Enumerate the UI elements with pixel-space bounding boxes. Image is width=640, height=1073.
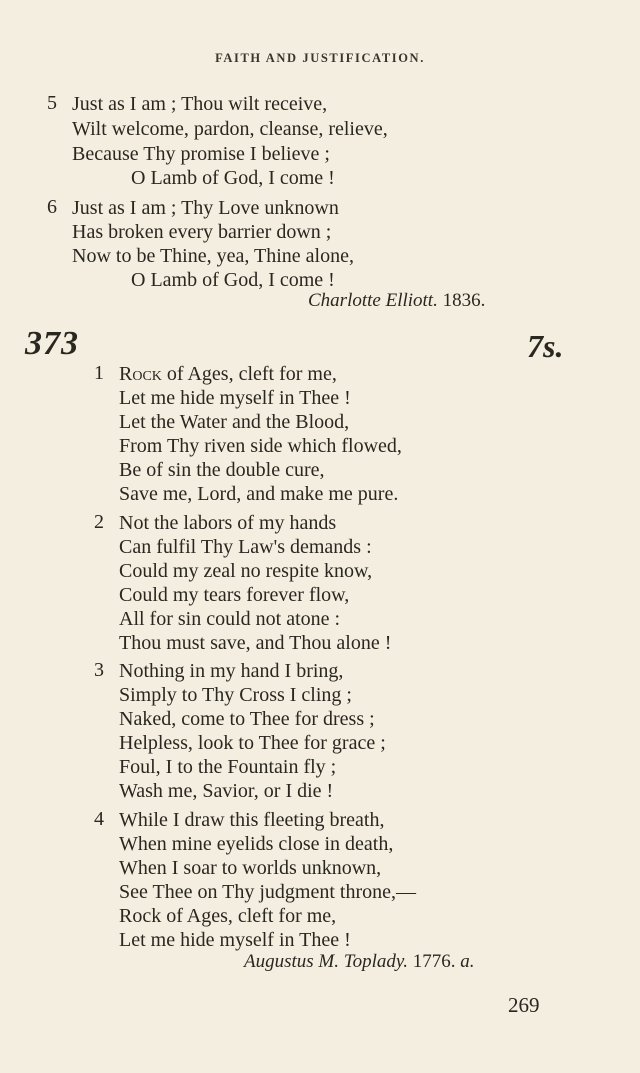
- verse-line: Just as I am ; Thou wilt receive,: [72, 93, 328, 115]
- year: 1836.: [442, 290, 486, 311]
- verse-line: Now to be Thine, yea, Thine alone,: [72, 245, 354, 267]
- attribution-suffix: a.: [460, 951, 475, 972]
- verse-line: O Lamb of God, I come !: [131, 269, 335, 291]
- verse-line: Just as I am ; Thy Love unknown: [72, 197, 339, 219]
- attribution: [308, 290, 485, 312]
- page-number: 269: [508, 993, 540, 1017]
- year: 1776.: [412, 951, 456, 972]
- verse-line: Be of sin the double cure,: [119, 459, 325, 481]
- verse-line: Simply to Thy Cross I cling ;: [119, 684, 352, 706]
- verse-line: All for sin could not atone :: [119, 608, 341, 630]
- verse-line: Wash me, Savior, or I die !: [119, 780, 334, 802]
- hymn-number: 373: [25, 325, 79, 362]
- running-header: FAITH AND JUSTIFICATION.: [215, 51, 425, 65]
- verse-number: 3: [94, 659, 104, 681]
- author-name: Charlotte Elliott.: [308, 290, 438, 311]
- verse-line: Can fulfil Thy Law's demands :: [119, 536, 372, 558]
- verse-line: Because Thy promise I believe ;: [72, 143, 330, 165]
- verse-line: Save me, Lord, and make me pure.: [119, 483, 399, 505]
- hymn-meter: 7s.: [527, 328, 564, 364]
- verse-line: See Thee on Thy judgment throne,—: [119, 881, 416, 903]
- verse-line: When mine eyelids close in death,: [119, 833, 394, 855]
- verse-line: Let me hide myself in Thee !: [119, 929, 351, 951]
- verse-line: Naked, come to Thee for dress ;: [119, 708, 375, 730]
- author-name: Augustus M. Toplady.: [244, 951, 408, 972]
- verse-number: 2: [94, 511, 104, 533]
- verse-line: Could my tears forever flow,: [119, 584, 350, 606]
- verse-line: Could my zeal no respite know,: [119, 560, 373, 582]
- verse-number: 1: [94, 362, 104, 384]
- verse-line: Nothing in my hand I bring,: [119, 660, 344, 682]
- verse-line: Helpless, look to Thee for grace ;: [119, 732, 386, 754]
- verse-line: Wilt welcome, pardon, cleanse, relieve,: [72, 118, 388, 140]
- verse-line: When I soar to worlds unknown,: [119, 857, 382, 879]
- verse-number: 6: [47, 196, 57, 218]
- verse-number: 4: [94, 808, 104, 830]
- verse-line: Thou must save, and Thou alone !: [119, 632, 392, 654]
- verse-line: Rock of Ages, cleft for me,: [119, 905, 337, 927]
- attribution: [244, 951, 475, 973]
- verse-line: From Thy riven side which flowed,: [119, 435, 402, 457]
- verse-line: Let me hide myself in Thee !: [119, 387, 351, 409]
- drop-word: Rock: [119, 363, 162, 385]
- verse-line: O Lamb of God, I come !: [131, 167, 335, 189]
- verse-line: Foul, I to the Fountain fly ;: [119, 756, 337, 778]
- verse-line: [119, 362, 337, 386]
- verse-line: While I draw this fleeting breath,: [119, 809, 385, 831]
- verse-line: Let the Water and the Blood,: [119, 411, 350, 433]
- verse-line-rest: of Ages, cleft for me,: [161, 363, 337, 385]
- verse-line: Not the labors of my hands: [119, 512, 337, 534]
- verse-number: 5: [47, 92, 57, 114]
- verse-line: Has broken every barrier down ;: [72, 221, 332, 243]
